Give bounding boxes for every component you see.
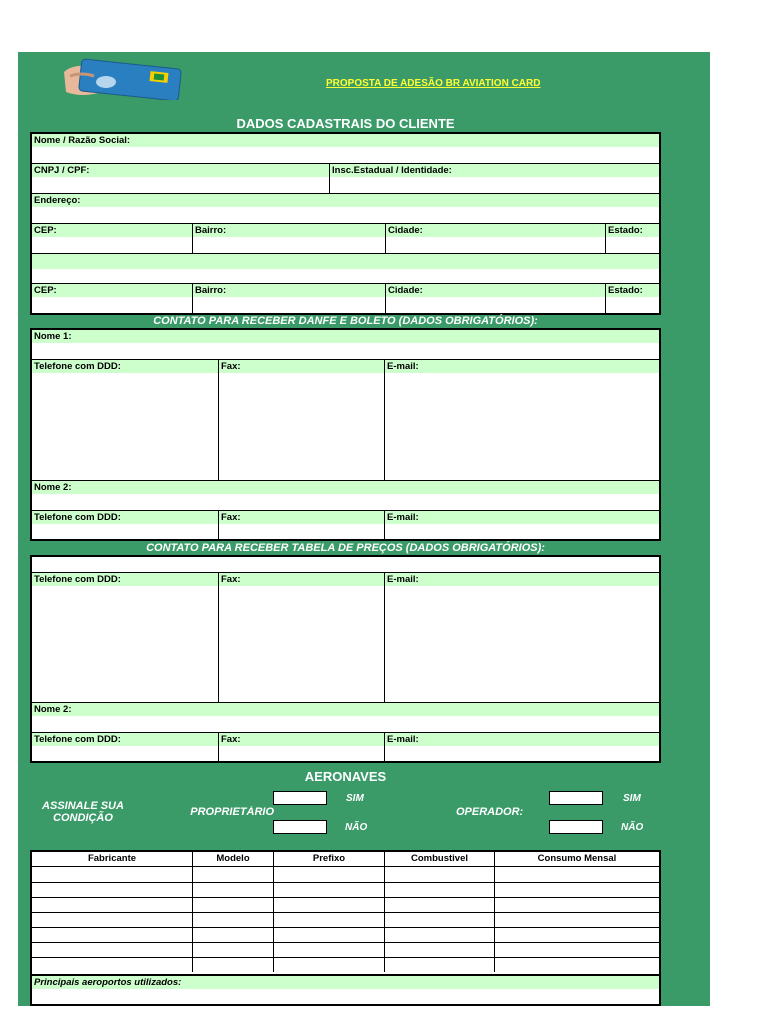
owner-no-checkbox[interactable] — [273, 820, 327, 834]
airports-label: Principais aeroportos utilizados: — [32, 976, 659, 989]
prices-phone-label-2: Telefone com DDD: — [32, 733, 218, 746]
col-consumo: Consumo Mensal — [537, 853, 617, 864]
airports-row — [32, 974, 659, 1006]
prices-email-label-2: E-mail: — [385, 733, 659, 746]
cnpj-field[interactable] — [32, 177, 329, 193]
operator-label: OPERADOR: — [456, 806, 524, 818]
operator-no-label: NÃO — [621, 822, 644, 833]
location-row-2 — [32, 284, 659, 315]
danfe-name1-label: Nome 1: — [32, 330, 659, 343]
table-row[interactable] — [32, 882, 659, 897]
prices-fax-label-2: Fax: — [219, 733, 384, 746]
prices-phone-label: Telefone com DDD: — [32, 573, 218, 586]
col-combustivel: Combustivel — [410, 853, 468, 864]
danfe-contact-title: CONTATO PARA RECEBER DANFE E BOLETO (DADOS OBRIGATÓRIOS): — [153, 315, 538, 327]
danfe-phone-row — [32, 360, 659, 481]
danfe-contact-box — [30, 328, 661, 541]
cep-label-2: CEP: — [32, 284, 192, 297]
aircraft-table — [30, 850, 661, 1006]
client-name-field[interactable] — [32, 147, 659, 163]
address-row-2 — [32, 254, 659, 284]
location-row-1 — [32, 224, 659, 254]
prices-name2-field[interactable] — [32, 716, 659, 732]
prices-email-label: E-mail: — [385, 573, 659, 586]
document-title: PROPOSTA DE ADESÃO BR AVIATION CARD — [326, 78, 541, 89]
estado-label-2: Estado: — [606, 284, 659, 297]
owner-no-label: NÃO — [345, 822, 368, 833]
owner-yes-label: SIM — [346, 793, 364, 804]
aircraft-section-title: AERONAVES — [304, 769, 387, 784]
airports-field[interactable] — [32, 989, 659, 1006]
br-aviation-card-logo — [62, 58, 186, 100]
client-doc-row — [32, 164, 659, 194]
prices-phone-row-2 — [32, 733, 659, 763]
cnpj-label: CNPJ / CPF: — [32, 164, 329, 177]
address-row — [32, 194, 659, 224]
condition-label: ASSINALE SUA CONDIÇÃO — [42, 800, 124, 824]
address-2-field[interactable] — [32, 269, 659, 283]
prices-fax-label: Fax: — [219, 573, 384, 586]
bairro-label-2: Bairro: — [193, 284, 385, 297]
danfe-email-label: E-mail: — [385, 360, 659, 373]
danfe-fax-label: Fax: — [219, 360, 384, 373]
owner-yes-checkbox[interactable] — [273, 791, 327, 805]
danfe-phone-row-2 — [32, 511, 659, 541]
table-row[interactable] — [32, 866, 659, 882]
prices-phone-row — [32, 573, 659, 703]
danfe-fax-label-2: Fax: — [219, 511, 384, 524]
owner-label: PROPRIETÁRIO — [190, 806, 274, 818]
operator-no-checkbox[interactable] — [549, 820, 603, 834]
client-name-label: Nome / Razão Social: — [32, 134, 659, 147]
danfe-phone-label: Telefone com DDD: — [32, 360, 218, 373]
table-row[interactable] — [32, 912, 659, 927]
form-sheet — [18, 52, 710, 1006]
estado-label: Estado: — [606, 224, 659, 237]
table-row[interactable] — [32, 942, 659, 957]
address-field[interactable] — [32, 207, 659, 223]
address-label: Endereço: — [32, 194, 659, 207]
client-name-row — [32, 134, 659, 164]
operator-yes-checkbox[interactable] — [549, 791, 603, 805]
bairro-label: Bairro: — [193, 224, 385, 237]
insc-field[interactable] — [330, 177, 659, 193]
danfe-name1-row — [32, 330, 659, 360]
table-row[interactable] — [32, 957, 659, 974]
table-row[interactable] — [32, 897, 659, 912]
danfe-name2-row — [32, 481, 659, 511]
danfe-name2-label: Nome 2: — [32, 481, 659, 494]
prices-contact-title: CONTATO PARA RECEBER TABELA DE PREÇOS (DADOS OBRIGATÓRIOS): — [146, 542, 545, 554]
operator-yes-label: SIM — [623, 793, 641, 804]
col-prefixo: Prefixo — [312, 853, 346, 864]
prices-contact-box — [30, 555, 661, 763]
prices-name-row — [32, 557, 659, 573]
client-section-title: DADOS CADASTRAIS DO CLIENTE — [236, 116, 455, 131]
insc-label: Insc.Estadual / Identidade: — [330, 164, 659, 177]
address-2-band — [32, 254, 659, 269]
danfe-email-label-2: E-mail: — [385, 511, 659, 524]
cidade-label: Cidade: — [386, 224, 605, 237]
cep-label: CEP: — [32, 224, 192, 237]
danfe-name1-field[interactable] — [32, 343, 659, 359]
col-modelo: Modelo — [216, 853, 250, 864]
cidade-label-2: Cidade: — [386, 284, 605, 297]
prices-name-field[interactable] — [32, 557, 659, 572]
danfe-name2-field[interactable] — [32, 494, 659, 510]
prices-name2-row — [32, 703, 659, 733]
prices-name2-label: Nome 2: — [32, 703, 659, 716]
client-data-box — [30, 132, 661, 315]
col-fabricante: Fabricante — [87, 853, 137, 864]
danfe-phone-label-2: Telefone com DDD: — [32, 511, 218, 524]
table-row[interactable] — [32, 927, 659, 942]
